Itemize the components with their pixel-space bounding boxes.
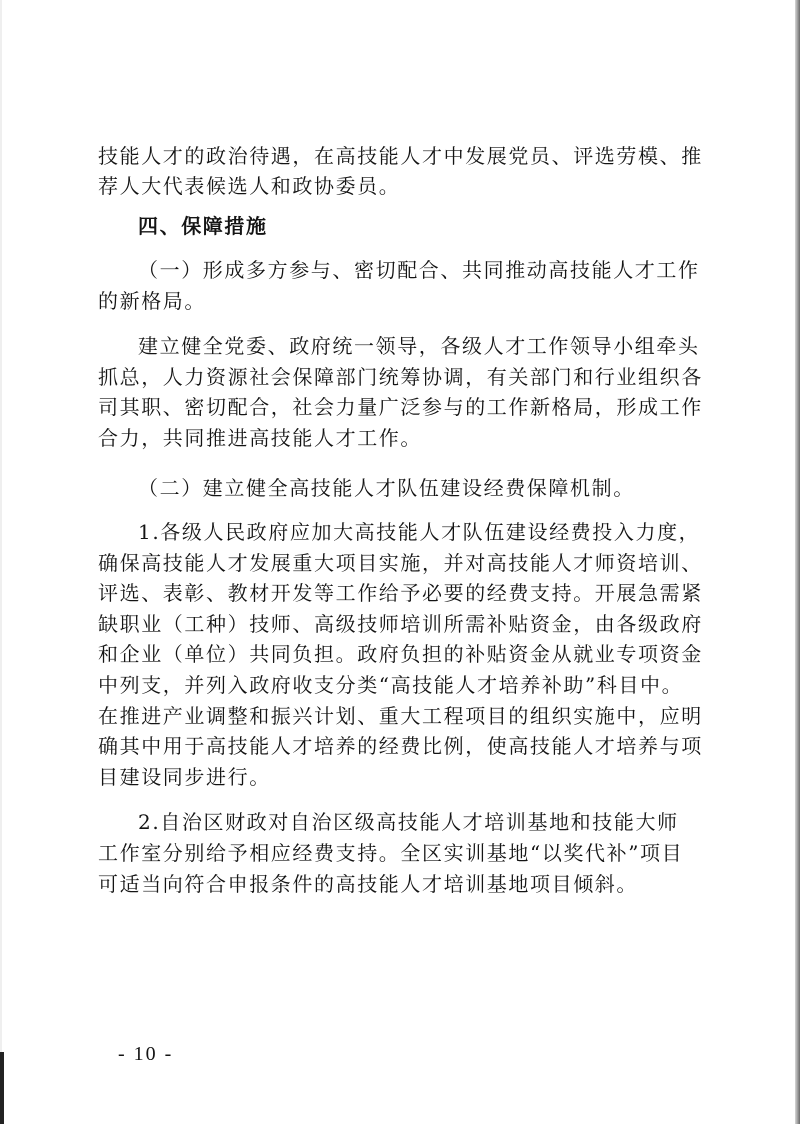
text-line: 中列支，并列入政府收支分类“高技能人才培养补助”科目中。	[98, 673, 684, 697]
text-line: 缺职业（工种）技师、高级技师培训所需补贴资金，由各级政府	[98, 612, 703, 636]
text-line: 的新格局。	[98, 289, 206, 313]
text-line: 司其职、密切配合，社会力量广泛参与的工作新格局，形成工作	[98, 395, 703, 419]
scan-left-edge	[0, 0, 2, 1124]
text-line: 工作室分别给予相应经费支持。全区实训基地“以奖代补”项目	[98, 841, 684, 865]
text-line: 荐人大代表候选人和政协委员。	[98, 174, 401, 198]
text-line: 在推进产业调整和振兴计划、重大工程项目的组织实施中，应明	[98, 704, 703, 728]
text-line: 目建设同步进行。	[98, 765, 271, 789]
text-line: 确其中用于高技能人才培养的经费比例，使高技能人才培养与项	[98, 734, 703, 758]
text-line: 建立健全党委、政府统一领导，各级人才工作领导小组牵头	[138, 334, 700, 358]
text-line: 可适当向符合申报条件的高技能人才培训基地项目倾斜。	[98, 872, 638, 896]
text-line: 抓总，人力资源社会保障部门统筹协调，有关部门和行业组织各	[98, 365, 703, 389]
page-number: - 10 -	[118, 1043, 174, 1065]
section-heading: 四、保障措施	[138, 214, 268, 238]
text-line: 确保高技能人才发展重大项目实施，并对高技能人才师资培训、	[98, 551, 703, 575]
text-line: 和企业（单位）共同负担。政府负担的补贴资金从就业专项资金	[98, 642, 703, 666]
text-line: 1.各级人民政府应加大高技能人才队伍建设经费投入力度，	[138, 520, 701, 544]
text-line: 技能人才的政治待遇，在高技能人才中发展党员、评选劳模、推	[98, 144, 703, 168]
text-line: （一）形成多方参与、密切配合、共同推动高技能人才工作	[138, 258, 700, 282]
scan-binding-mark	[0, 1052, 4, 1124]
text-line: （二）建立健全高技能人才队伍建设经费保障机制。	[138, 476, 635, 500]
text-line: 2.自治区财政对自治区级高技能人才培训基地和技能大师	[138, 810, 679, 834]
text-line: 评选、表彰、教材开发等工作给予必要的经费支持。开展急需紧	[98, 581, 703, 605]
text-line: 合力，共同推进高技能人才工作。	[98, 426, 422, 450]
scan-right-edge	[795, 0, 800, 1124]
